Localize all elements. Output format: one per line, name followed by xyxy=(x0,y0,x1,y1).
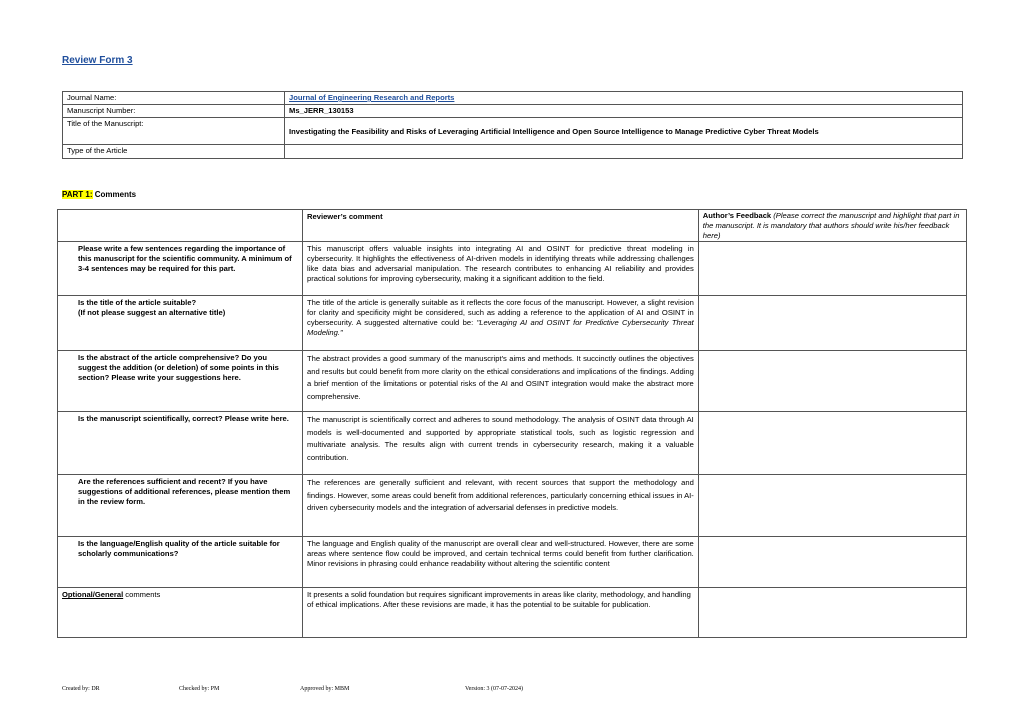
form-title: Review Form 3 xyxy=(62,55,133,66)
part-title: Comments xyxy=(92,190,137,199)
comment-abstract: The abstract provides a good summary of the manuscript's aims and methods. It succinctly outlines the objectives and results but could benefit from more clarity on the ethical considerations and implications of the findings. Adding a brief mention of the limitations or potential risks of the AI and OSINT integration would make the abstract more comprehensive. xyxy=(303,351,699,412)
question-language: Is the language/English quality of the article suitable for scholarly communications? xyxy=(58,537,303,588)
footer-version: Version: 3 (07-07-2024) xyxy=(465,686,523,692)
journal-name-label: Journal Name: xyxy=(63,92,285,105)
part-heading xyxy=(62,190,136,199)
article-type-value xyxy=(285,145,963,159)
part-label: PART 1: xyxy=(62,190,93,199)
feedback-scientific[interactable] xyxy=(698,412,966,475)
author-feedback-header: Author’s Feedback (Please correct the manuscript and highlight that part in the manuscript. It is mandatory that authors should write his/her feedback here) xyxy=(698,210,966,242)
optional-comments: It presents a solid foundation but requires significant improvements in areas like clarity, methodology, and handling of ethical implications. After these revisions are made, it has the potential to be suitable for publication. xyxy=(303,588,699,638)
comment-importance: This manuscript offers valuable insights into integrating AI and OSINT for predictive threat modeling in cybersecurity. It highlights the effectiveness of AI-driven models in identifying threats while addressing challenges like data bias and adversarial manipulation. The research contributes to enhancing AI reliability and provides practical solutions for improving cybersecurity, making it a significant addition to the field. xyxy=(303,242,699,296)
article-type-label: Type of the Article xyxy=(63,145,285,159)
comment-language: The language and English quality of the manuscript are overall clear and well-structured. However, there are some areas where sentence flow could be improved, and certain technical terms could benefit from further clarification. Minor revisions in phrasing could enhance readability without altering the scientific content xyxy=(303,537,699,588)
feedback-optional[interactable] xyxy=(698,588,966,638)
manuscript-title-label: Title of the Manuscript: xyxy=(63,118,285,145)
feedback-importance[interactable] xyxy=(698,242,966,296)
journal-name-link[interactable]: Journal of Engineering Research and Reports xyxy=(289,93,455,102)
manuscript-number-label: Manuscript Number: xyxy=(63,105,285,118)
comment-scientific: The manuscript is scientifically correct and adheres to sound methodology. The analysis of OSINT data through AI models is well-documented and supported by appropriate statistical tools, such as logistic regression and multivariate analysis. The results align with current trends in cybersecurity research, making it a valuable contribution. xyxy=(303,412,699,475)
question-references: Are the references sufficient and recent? If you have suggestions of additional references, please mention them in the review form. xyxy=(58,475,303,537)
manuscript-info-table xyxy=(62,91,963,159)
comment-title: The title of the article is generally suitable as it reflects the core focus of the manuscript. However, a slight revision for clarity and specificity might be considered, such as adding a reference to the application of AI and OSINT in cybersecurity. A suggested alternative could be: "Leveraging AI and OSINT for Predictive Cybersecurity Threat Modeling." xyxy=(303,296,699,351)
feedback-language[interactable] xyxy=(698,537,966,588)
footer-created: Created by: DR xyxy=(62,686,100,692)
reviewer-comment-header: Reviewer’s comment xyxy=(303,210,699,242)
manuscript-title-value: Investigating the Feasibility and Risks of Leveraging Artificial Intelligence and Open Source Intelligence to Manage Predictive Cyber Threat Models xyxy=(285,118,963,145)
footer-approved: Approved by: MBM xyxy=(300,686,350,692)
feedback-references[interactable] xyxy=(698,475,966,537)
header-empty-cell xyxy=(58,210,303,242)
manuscript-number-value: Ms_JERR_130153 xyxy=(285,105,963,118)
optional-comments-label: Optional/General comments xyxy=(58,588,303,638)
feedback-title[interactable] xyxy=(698,296,966,351)
footer-checked: Checked by: PM xyxy=(179,686,220,692)
feedback-abstract[interactable] xyxy=(698,351,966,412)
question-abstract: Is the abstract of the article comprehensive? Do you suggest the addition (or deletion) of some points in this section? Please write your suggestions here. xyxy=(58,351,303,412)
review-comments-table xyxy=(57,209,967,638)
question-scientific: Is the manuscript scientifically, correct? Please write here. xyxy=(58,412,303,475)
comment-references: The references are generally sufficient and relevant, with recent sources that support the methodology and findings. However, some areas could benefit from additional references, particularly concerning ethical issues in AI-driven cybersecurity models and the integration of adversarial defenses in predictive models. xyxy=(303,475,699,537)
question-importance: Please write a few sentences regarding the importance of this manuscript for the scientific community. A minimum of 3-4 sentences may be required for this part. xyxy=(58,242,303,296)
question-title: Is the title of the article suitable? (If not please suggest an alternative title) xyxy=(58,296,303,351)
